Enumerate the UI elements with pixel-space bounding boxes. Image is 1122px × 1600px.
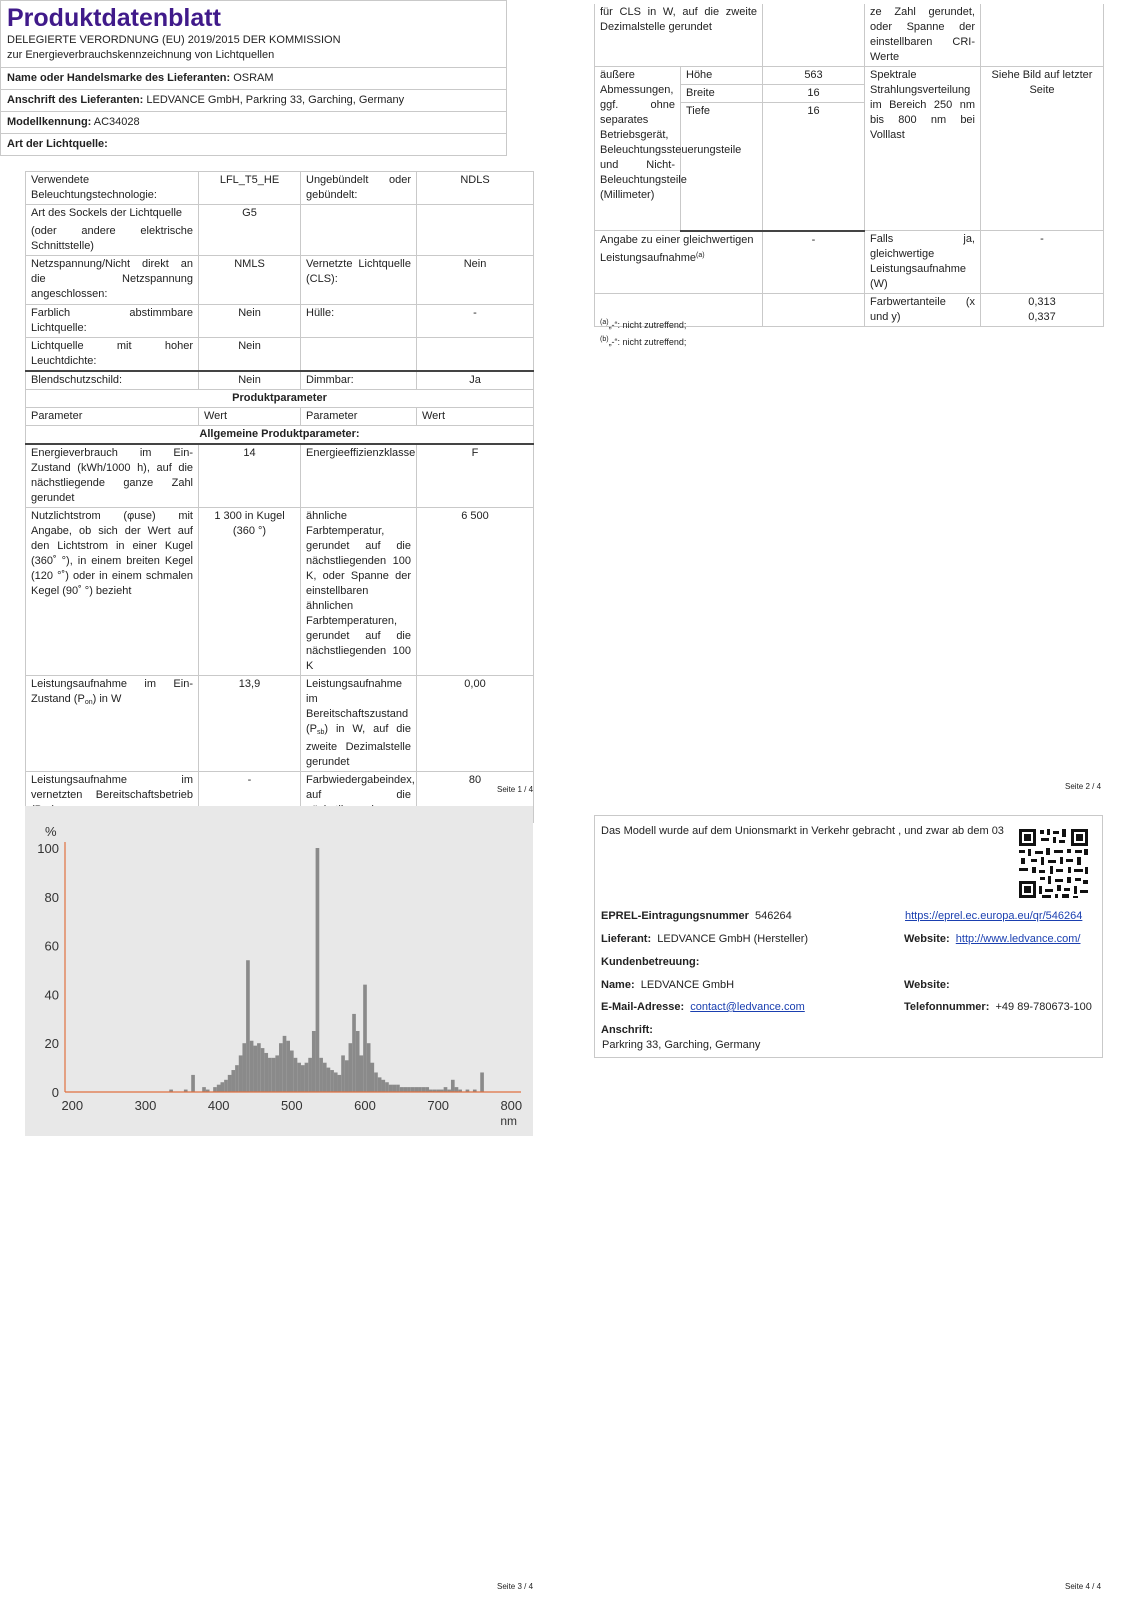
dim-name: Tiefe bbox=[681, 103, 763, 231]
spectrum-bar bbox=[396, 1085, 400, 1092]
website-link[interactable]: http://www.ledvance.com/ bbox=[955, 933, 1081, 945]
spectrum-bar bbox=[286, 1041, 290, 1092]
chroma-x: 0,313 bbox=[1028, 296, 1056, 308]
table-cell: ähnliche Farbtemperatur, gerundet auf die nächstliegenden 100 K, oder Spanne der einstellbaren ähnlichen Farbtemperaturen, gerundet auf die nächstliegenden 100 K bbox=[301, 508, 417, 676]
table-cell: Nein bbox=[199, 371, 301, 390]
page-1-header bbox=[0, 0, 507, 156]
phone-line bbox=[904, 1000, 1092, 1015]
spectrum-bar bbox=[330, 1070, 334, 1092]
spectrum-bar bbox=[400, 1087, 404, 1092]
eprel-value: 546264 bbox=[755, 910, 792, 922]
y-tick-label: 0 bbox=[51, 1085, 59, 1100]
table-cell: Blendschutzschild: bbox=[26, 371, 199, 390]
spectrum-bar bbox=[220, 1082, 224, 1092]
y-tick-label: 40 bbox=[44, 987, 59, 1003]
spectrum-bar bbox=[231, 1070, 235, 1092]
table-row bbox=[26, 172, 534, 205]
table-cell bbox=[26, 205, 199, 256]
table-cell: NMLS bbox=[199, 256, 301, 305]
table-cell bbox=[26, 676, 199, 772]
table-row bbox=[26, 338, 534, 372]
spectrum-bar bbox=[305, 1063, 309, 1092]
table-row bbox=[26, 676, 534, 772]
supplier-name-label: Name oder Handelsmarke des Lieferanten: bbox=[7, 72, 231, 84]
ifyes-label: Falls ja, gleichwertige Leistungsaufnahme (W) bbox=[865, 231, 981, 294]
equiv-value: - bbox=[763, 231, 865, 294]
table-cell bbox=[981, 4, 1104, 67]
supplier-label: Lieferant: bbox=[601, 933, 652, 945]
product-params-heading: Produktparameter bbox=[26, 390, 534, 408]
spectral-label: Spektrale Strahlungsverteilung im Bereich 250 nm bis 800 nm bei Volllast bbox=[865, 67, 981, 231]
address-value: Parkring 33, Garching, Germany bbox=[602, 1039, 761, 1051]
spectrum-bar bbox=[389, 1085, 393, 1092]
spectrum-bar bbox=[378, 1077, 382, 1092]
x-tick-label: 700 bbox=[427, 1098, 450, 1113]
model-value: AC34028 bbox=[93, 116, 140, 128]
regulation-text: DELEGIERTE VERORDNUNG (EU) 2019/2015 DER KOMMISSION zur Energieverbrauchskennzeichnung von Lichtquellen bbox=[7, 34, 341, 61]
eprel-link[interactable]: https://eprel.ec.europa.eu/qr/546264 bbox=[905, 910, 1083, 922]
table-cell: 1 300 in Kugel (360 °) bbox=[199, 508, 301, 676]
footnote-b bbox=[600, 332, 686, 350]
lightsource-type-label: Art der Lichtquelle: bbox=[7, 138, 108, 150]
x-tick-label: 200 bbox=[61, 1098, 84, 1113]
x-axis-label: nm bbox=[500, 1114, 517, 1128]
qr-code-icon[interactable] bbox=[1017, 827, 1090, 900]
spectrum-bar bbox=[301, 1065, 305, 1092]
dim-value: 563 bbox=[763, 67, 865, 85]
spectrum-bar bbox=[381, 1080, 385, 1092]
page-4-info-box bbox=[594, 815, 1103, 1058]
chroma-label: Farbwertanteile (x und y) bbox=[865, 294, 981, 327]
lightsource-type-row bbox=[1, 133, 506, 155]
spectrum-bar bbox=[480, 1072, 484, 1092]
table-row bbox=[26, 205, 534, 256]
table-row bbox=[595, 4, 1104, 67]
market-text: Das Modell wurde auf dem Unionsmarkt in Verkehr gebracht , und zwar ab dem 03 bbox=[601, 825, 1004, 837]
spectrum-bar bbox=[356, 1031, 360, 1092]
cell-text: ) in W bbox=[92, 693, 122, 705]
footnote-a bbox=[600, 315, 686, 333]
cell-text: Leistungsaufnahme im Ein-Zustand (P bbox=[31, 678, 193, 705]
x-tick-label: 300 bbox=[134, 1098, 157, 1113]
customer-service-label: Kundenbetreuung: bbox=[601, 956, 700, 968]
spectrum-bar bbox=[239, 1055, 243, 1092]
table-row bbox=[595, 231, 1104, 294]
general-params-heading: Allgemeine Produktparameter: bbox=[26, 426, 534, 445]
spectrum-bar bbox=[360, 1055, 364, 1092]
x-tick-label: 800 bbox=[500, 1098, 523, 1113]
website-label: Website: bbox=[904, 933, 950, 945]
ifyes-value: - bbox=[981, 231, 1104, 294]
x-tick-label: 600 bbox=[354, 1098, 376, 1113]
page-number: Seite 3 / 4 bbox=[497, 1582, 534, 1591]
name-label: Name: bbox=[601, 979, 635, 991]
spectrum-bar bbox=[272, 1058, 276, 1092]
email-link[interactable]: contact@ledvance.com bbox=[690, 1001, 805, 1013]
spectrum-bar bbox=[338, 1075, 342, 1092]
dimensions-label: äußere Abmessungen, ggf. ohne separates Betriebsgerät, Beleuchtungssteuerungsteile und Nicht-Beleuchtungsteile (Millimeter) bbox=[595, 67, 681, 231]
dim-name: Breite bbox=[681, 85, 763, 103]
table-cell: NDLS bbox=[417, 172, 534, 205]
table-cell: für CLS in W, auf die zweite Dezimalstelle gerundet bbox=[595, 4, 763, 67]
website-line bbox=[904, 932, 1081, 947]
x-tick-label: 400 bbox=[207, 1098, 230, 1113]
column-header: Parameter bbox=[301, 408, 417, 426]
table-row bbox=[26, 390, 534, 408]
email-line bbox=[601, 1000, 805, 1015]
page-number: Seite 4 / 4 bbox=[1065, 1582, 1102, 1591]
page-number: Seite 1 / 4 bbox=[497, 785, 534, 794]
table-cell: Ungebündelt oder gebündelt: bbox=[301, 172, 417, 205]
phone-label: Telefonnummer: bbox=[904, 1001, 990, 1013]
table-cell bbox=[417, 205, 534, 256]
spectrum-bar bbox=[414, 1087, 418, 1092]
model-label: Modellkennung: bbox=[7, 116, 92, 128]
table-cell: ze Zahl gerundet, oder Spanne der einstellbaren CRI-Werte bbox=[865, 4, 981, 67]
table-cell: - bbox=[199, 772, 301, 823]
table-cell: Energieverbrauch im Ein-Zustand (kWh/1000 h), auf die nächstliegende ganze Zahl gerundet bbox=[26, 444, 199, 508]
cell-text: ) in W, auf die zweite Dezimalstelle gerundet bbox=[306, 723, 411, 768]
footnote-text: „-“: nicht zutreffend; bbox=[608, 337, 687, 347]
table-row bbox=[595, 67, 1104, 85]
supplier-name-value: OSRAM bbox=[233, 72, 274, 84]
table-row bbox=[26, 371, 534, 390]
table-cell: Nein bbox=[199, 305, 301, 338]
dim-name: Höhe bbox=[681, 67, 763, 85]
spectrum-bar bbox=[246, 960, 250, 1092]
spectrum-bar bbox=[411, 1087, 415, 1092]
table-cell: LFL_T5_HE bbox=[199, 172, 301, 205]
spectrum-bar bbox=[308, 1058, 312, 1092]
table-cell: G5 bbox=[199, 205, 301, 256]
spectrum-bar bbox=[352, 1014, 356, 1092]
spectrum-bar bbox=[367, 1043, 371, 1092]
table-cell bbox=[595, 231, 763, 294]
spectrum-bar bbox=[279, 1043, 283, 1092]
spectrum-bar bbox=[261, 1048, 265, 1092]
table-cell: Verwendete Beleuchtungstechnologie: bbox=[26, 172, 199, 205]
column-header: Wert bbox=[417, 408, 534, 426]
column-header: Wert bbox=[199, 408, 301, 426]
spectrum-bar bbox=[257, 1043, 261, 1092]
footnote-mark: (a) bbox=[600, 319, 609, 326]
cell-text: Leistungsaufnahme im Bereitschaftszustand (P bbox=[306, 678, 409, 735]
table-cell bbox=[301, 338, 417, 372]
table-cell: Energieeffizienzklasse bbox=[301, 444, 417, 508]
spectrum-bar bbox=[334, 1072, 338, 1092]
table-cell: Nutzlichtstrom (φuse) mit Angabe, ob sich der Wert auf den Lichtstrom in einer Kugel (360˚ °), in einem breiten Kegel (120 °˚) oder in einem schmalen Kegel (90˚ °) bezieht bbox=[26, 508, 199, 676]
table-cell bbox=[763, 294, 865, 327]
phone-value: +49 89-780673-100 bbox=[995, 1001, 1092, 1013]
supplier-line bbox=[601, 932, 808, 947]
spectrum-bar bbox=[370, 1063, 374, 1092]
spectrum-bar bbox=[191, 1075, 195, 1092]
subscript: on bbox=[84, 699, 93, 706]
spectrum-bar bbox=[297, 1063, 301, 1092]
table-row bbox=[26, 256, 534, 305]
table-cell: - bbox=[417, 305, 534, 338]
spectrum-bar bbox=[316, 848, 320, 1092]
spectrum-bar bbox=[374, 1072, 378, 1092]
spectrum-chart-svg bbox=[25, 806, 533, 1136]
x-tick-label: 500 bbox=[280, 1098, 303, 1113]
table-cell: Vernetzte Lichtquelle (CLS): bbox=[301, 256, 417, 305]
spectrum-bar bbox=[392, 1085, 396, 1092]
model-row bbox=[1, 111, 506, 133]
table-cell: 80 bbox=[417, 772, 534, 823]
spectrum-bar bbox=[253, 1046, 257, 1092]
name-value: LEDVANCE GmbH bbox=[640, 979, 735, 991]
spectrum-chart bbox=[25, 806, 533, 1136]
spectrum-bar bbox=[250, 1041, 254, 1092]
spectrum-bar bbox=[422, 1087, 426, 1092]
y-axis-label: % bbox=[45, 824, 57, 839]
table-row bbox=[26, 508, 534, 676]
table-cell: 14 bbox=[199, 444, 301, 508]
spectrum-bar bbox=[425, 1087, 429, 1092]
spectrum-bar bbox=[224, 1080, 228, 1092]
spectrum-bar bbox=[217, 1085, 221, 1092]
contact-name-line bbox=[601, 978, 734, 993]
spectrum-bar bbox=[319, 1058, 323, 1092]
spectrum-bar bbox=[407, 1087, 411, 1092]
cell-text: (oder andere elektrische Schnittstelle) bbox=[31, 225, 193, 252]
spectrum-bar bbox=[312, 1031, 316, 1092]
y-tick-label: 20 bbox=[44, 1036, 59, 1052]
y-tick-label: 60 bbox=[44, 938, 59, 954]
spectrum-bar bbox=[418, 1087, 422, 1092]
spectrum-bar bbox=[283, 1036, 287, 1092]
supplier-address-value: LEDVANCE GmbH, Parkring 33, Garching, Germany bbox=[146, 94, 405, 106]
spectrum-bar bbox=[290, 1051, 294, 1092]
table-cell: Dimmbar: bbox=[301, 371, 417, 390]
footnote-text: „-“: nicht zutreffend; bbox=[608, 320, 687, 330]
title-block bbox=[1, 1, 506, 67]
table-cell: 0,00 bbox=[417, 676, 534, 772]
table-cell bbox=[301, 205, 417, 256]
table-cell: Netzspannung/Nicht direkt an die Netzspannung angeschlossen: bbox=[26, 256, 199, 305]
table-cell: Lichtquelle mit hoher Leuchtdichte: bbox=[26, 338, 199, 372]
table-cell: Ja bbox=[417, 371, 534, 390]
page-number: Seite 2 / 4 bbox=[1065, 782, 1102, 791]
spectrum-bar bbox=[294, 1058, 298, 1092]
cell-text: Leistungsaufnahme im vernetzten Bereitschaftsbetrieb bbox=[31, 774, 193, 801]
spectrum-bar bbox=[275, 1055, 279, 1092]
spectrum-bar bbox=[268, 1058, 272, 1092]
spectrum-bar bbox=[349, 1043, 353, 1092]
page-2-table bbox=[594, 4, 1104, 327]
table-header-row bbox=[26, 408, 534, 426]
spectrum-bar bbox=[341, 1055, 345, 1092]
table-cell bbox=[417, 338, 534, 372]
table-row bbox=[26, 444, 534, 508]
table-cell: 13,9 bbox=[199, 676, 301, 772]
spectrum-bar bbox=[228, 1075, 232, 1092]
table-row bbox=[26, 426, 534, 445]
spectrum-bar bbox=[455, 1087, 459, 1092]
column-header: Parameter bbox=[26, 408, 199, 426]
table-cell: 6 500 bbox=[417, 508, 534, 676]
table-cell bbox=[763, 4, 865, 67]
y-tick-label: 100 bbox=[37, 841, 59, 856]
dim-value: 16 bbox=[763, 103, 865, 231]
spectrum-bar bbox=[403, 1087, 407, 1092]
table-cell: Hülle: bbox=[301, 305, 417, 338]
y-tick-label: 80 bbox=[44, 889, 59, 905]
spectrum-bar bbox=[385, 1082, 389, 1092]
website2-label: Website: bbox=[904, 979, 950, 991]
lightsource-type-table bbox=[25, 171, 534, 823]
spectrum-bar bbox=[235, 1065, 239, 1092]
address-label: Anschrift: bbox=[601, 1024, 653, 1036]
supplier-address-label: Anschrift des Lieferanten: bbox=[7, 94, 144, 106]
eprel-label: EPREL-Eintragungsnummer bbox=[601, 910, 749, 922]
dim-value: 16 bbox=[763, 85, 865, 103]
table-cell bbox=[301, 676, 417, 772]
subscript: sb bbox=[317, 729, 325, 736]
spectrum-bar bbox=[327, 1068, 331, 1092]
supplier-value: LEDVANCE GmbH (Hersteller) bbox=[657, 933, 809, 945]
spectrum-bar bbox=[213, 1087, 217, 1092]
spectrum-bar bbox=[363, 985, 367, 1092]
spectrum-bar bbox=[323, 1063, 327, 1092]
cell-text: Art des Sockels der Lichtquelle bbox=[31, 207, 183, 219]
table-row bbox=[26, 305, 534, 338]
page-title: Produktdatenblatt bbox=[7, 4, 221, 32]
table-cell: Nein bbox=[199, 338, 301, 372]
equiv-label: Angabe zu einer gleichwertigen Leistungsaufnahme bbox=[600, 233, 754, 264]
spectrum-bar bbox=[345, 1060, 349, 1092]
spectrum-bar bbox=[202, 1087, 206, 1092]
footnote-mark: (b) bbox=[600, 336, 609, 343]
email-label: E-Mail-Adresse: bbox=[601, 1001, 685, 1013]
table-cell: F bbox=[417, 444, 534, 508]
spectrum-bar bbox=[444, 1087, 448, 1092]
chroma-values bbox=[981, 294, 1104, 327]
supplier-name-row bbox=[1, 67, 506, 89]
table-cell: Nein bbox=[417, 256, 534, 305]
spectrum-bar bbox=[451, 1080, 455, 1092]
footnote-ref: (a) bbox=[696, 251, 705, 259]
supplier-address-row bbox=[1, 89, 506, 111]
table-cell: Farbwiedergabeindex, auf die bbox=[301, 772, 417, 823]
table-cell: Farblich abstimmbare Lichtquelle: bbox=[26, 305, 199, 338]
spectral-value: Siehe Bild auf letzter Seite bbox=[981, 67, 1104, 231]
eprel-line bbox=[601, 909, 792, 924]
spectrum-bar bbox=[264, 1053, 268, 1092]
spectrum-bar bbox=[242, 1043, 246, 1092]
chroma-y: 0,337 bbox=[1028, 311, 1056, 323]
